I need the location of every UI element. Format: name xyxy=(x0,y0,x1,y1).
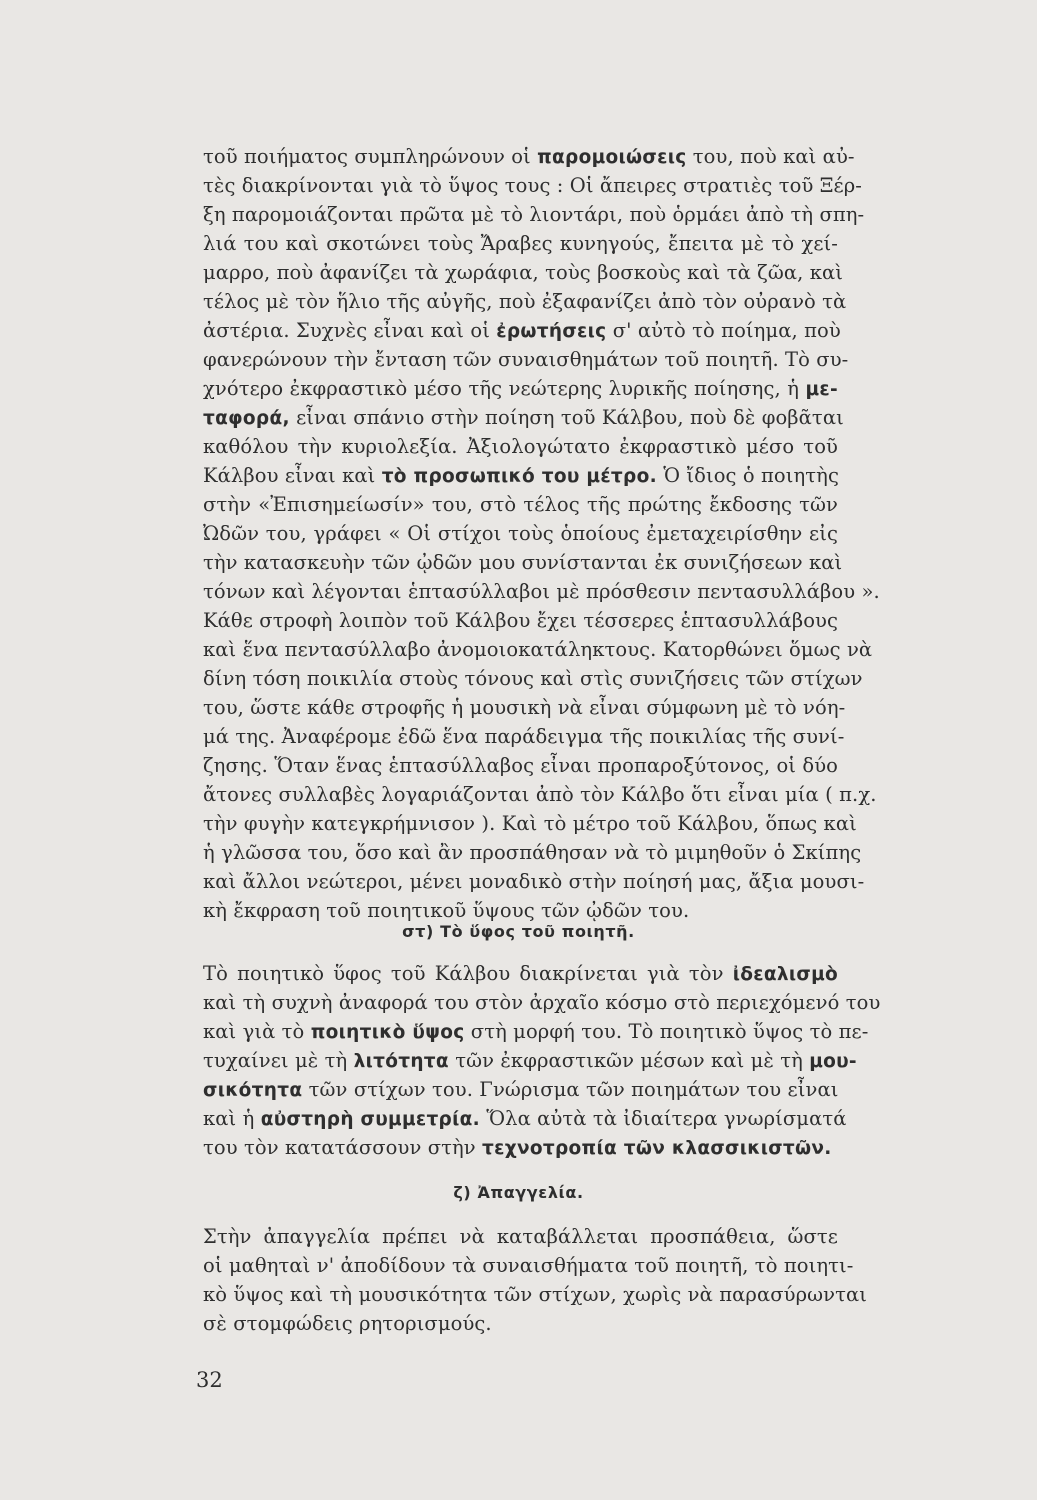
line-text: του τὸν κατατάσσουν στὴν xyxy=(203,1136,483,1159)
emphasized-term: μου- xyxy=(809,1051,857,1072)
emphasized-term: σικότητα xyxy=(203,1080,303,1101)
line-text: Κάλβου εἶναι καὶ xyxy=(203,464,382,487)
text-line xyxy=(203,200,865,229)
line-text: ἄτονες συλλαβὲς λογαριάζονται ἀπὸ τὸν Κάλβο ὅτι εἶναι μία ( π.χ. xyxy=(203,783,877,806)
text-line xyxy=(203,345,849,374)
emphasized-term: με- xyxy=(805,379,838,400)
line-text: ξη παρομοιάζονται πρῶτα μὲ τὸ λιοντάρι, ποὺ ὁρμάει ἀπὸ τὴ σπη- xyxy=(203,203,865,226)
text-line xyxy=(203,316,841,345)
paragraph-poetic-style xyxy=(203,959,881,1162)
line-text: καὶ ἡ xyxy=(203,1107,261,1130)
line-text: ἡ γλῶσσα του, ὅσο καὶ ἂν προσπάθησαν νὰ τὸ μιμηθοῦν ὁ Σκίπης xyxy=(203,841,862,864)
line-text: τοῦ ποιήματος συμπληρώνουν οἱ xyxy=(203,145,538,168)
line-text: τὲς διακρίνονται γιὰ τὸ ὕψος τους : Οἱ ἄπειρες στρατιὲς τοῦ Ξέρ- xyxy=(203,174,862,197)
line-text: ἀστέρια. Συχνὲς εἶναι καὶ οἱ xyxy=(203,319,497,342)
text-line xyxy=(203,287,847,316)
page-number: 32 xyxy=(196,1368,223,1392)
line-text: χνότερο ἐκφραστικὸ μέσο τῆς νεώτερης λυρικῆς ποίησης, ἡ xyxy=(203,377,806,400)
text-line xyxy=(203,374,838,403)
line-text: φανερώνουν τὴν ἔνταση τῶν συναισθημάτων τοῦ ποιητῆ. Τὸ συ- xyxy=(203,348,849,371)
line-text: δίνη τόση ποικιλία στοὺς τόνους καὶ στὶς συνιζήσεις τῶν στίχων xyxy=(203,667,863,690)
line-text: σὲ στομφώδεις ρητορισμούς. xyxy=(203,1312,492,1335)
emphasized-term: ἐρωτήσεις xyxy=(496,321,607,342)
text-line xyxy=(203,171,862,200)
line-text: Τὸ ποιητικὸ ὕφος τοῦ Κάλβου διακρίνεται γιὰ τὸν xyxy=(203,962,733,985)
line-text: καὶ γιὰ τὸ xyxy=(203,1020,311,1043)
line-text: καὶ ἕνα πεντασύλλαβο ἀνομοιοκατάληκτους. Κατορθώνει ὅμως νὰ xyxy=(203,638,873,661)
line-text: τυχαίνει μὲ τὴ xyxy=(203,1049,354,1072)
text-line xyxy=(203,1309,838,1338)
text-line xyxy=(203,1017,869,1046)
section-heading-delivery: ζ) Ἀπαγγελία. xyxy=(453,1183,584,1202)
text-line xyxy=(203,1133,838,1162)
emphasized-term: παρομοιώσεις xyxy=(537,147,687,168)
line-text: μαρρο, ποὺ ἀφανίζει τὰ χωράφια, τοὺς βοσκοὺς καὶ τὰ ζῶα, καὶ xyxy=(203,261,844,284)
text-line xyxy=(203,461,838,490)
line-text: Κάθε στροφὴ λοιπὸν τοῦ Κάλβου ἔχει τέσσερες ἑπτασυλλάβους xyxy=(203,609,839,632)
line-text: τὴν φυγὴν κατεγκρήμνισον ). Καὶ τὸ μέτρο τοῦ Κάλβου, ὅπως καὶ xyxy=(203,812,857,835)
text-line xyxy=(203,1104,847,1133)
text-line xyxy=(203,751,838,780)
line-text: τόνων καὶ λέγονται ἑπτασύλλαβοι μὲ πρόσθεσιν πεντασυλλάβου ». xyxy=(203,580,880,603)
emphasized-term: αὐστηρὴ συμμετρία. xyxy=(260,1109,480,1130)
text-line xyxy=(203,809,857,838)
text-line xyxy=(203,867,865,896)
text-line xyxy=(203,519,838,548)
emphasized-term: λιτότητα xyxy=(353,1051,449,1072)
line-text: στὴν «Ἐπισημείωσίν» του, στὸ τέλος τῆς πρώτης ἔκδοσης τῶν xyxy=(203,493,838,516)
line-text: τῶν στίχων του. Γνώρισμα τῶν ποιημάτων του εἶναι xyxy=(302,1078,839,1101)
line-text: μά της. Ἀναφέρομε ἐδῶ ἕνα παράδειγμα τῆς ποικιλίας τῆς συνί- xyxy=(203,725,845,748)
line-text: λιά του καὶ σκοτώνει τοὺς Ἄραβες κυνηγούς, ἔπειτα μὲ τὸ χεί- xyxy=(203,232,838,255)
text-line xyxy=(203,229,838,258)
emphasized-term: τὸ προσωπικό του μέτρο. xyxy=(381,466,657,487)
emphasized-term: ποιητικὸ ὕψος xyxy=(310,1022,465,1043)
paragraph-delivery xyxy=(203,1222,868,1338)
line-text: Ὠδῶν του, γράφει « Οἱ στίχοι τοὺς ὁποίους ἐμεταχειρίσθην εἰς xyxy=(203,522,838,545)
text-line xyxy=(203,896,838,925)
text-line xyxy=(203,1046,857,1075)
line-text: κὸ ὕψος καὶ τὴ μουσικότητα τῶν στίχων, χωρὶς νὰ παρασύρωνται xyxy=(203,1283,868,1306)
text-line xyxy=(203,722,845,751)
line-text: καὶ τὴ συχνὴ ἀναφορά του στὸν ἀρχαῖο κόσμο στὸ περιεχόμενό του xyxy=(203,991,881,1014)
text-line xyxy=(203,1251,854,1280)
line-text: Ὁ ἴδιος ὁ ποιητὴς xyxy=(656,464,839,487)
line-text: ζησης. Ὅταν ἕνας ἑπτασύλλαβος εἶναι προπαροξύτονος, οἱ δύο xyxy=(203,754,838,777)
text-line xyxy=(203,548,843,577)
text-line xyxy=(203,403,844,432)
text-line xyxy=(203,693,846,722)
line-text: στὴ μορφή του. Τὸ ποιητικὸ ὕψος τὸ πε- xyxy=(464,1020,869,1043)
text-line xyxy=(203,635,873,664)
line-text: Ὅλα αὐτὰ τὰ ἰδιαίτερα γνωρίσματά xyxy=(479,1107,847,1130)
text-line xyxy=(203,959,838,988)
line-text: καὶ ἄλλοι νεώτεροι, μένει μοναδικὸ στὴν ποίησή μας, ἄξια μουσι- xyxy=(203,870,865,893)
text-line xyxy=(203,258,844,287)
line-text: σ' αὐτὸ τὸ ποίημα, ποὺ xyxy=(606,319,841,342)
line-text: κὴ ἔκφραση τοῦ ποιητικοῦ ὕψους τῶν ᾠδῶν του. xyxy=(203,899,690,922)
text-line xyxy=(203,1222,838,1251)
line-text: τέλος μὲ τὸν ἥλιο τῆς αὐγῆς, ποὺ ἐξαφανίζει ἀπὸ τὸν οὐρανὸ τὰ xyxy=(203,290,847,313)
line-text: του, ποὺ καὶ αὐ- xyxy=(686,145,855,168)
text-line xyxy=(203,432,838,461)
line-text: οἱ μαθηταὶ ν' ἀποδίδουν τὰ συναισθήματα τοῦ ποιητῆ, τὸ ποιητι- xyxy=(203,1254,854,1277)
line-text: τῶν ἐκφραστικῶν μέσων καὶ μὲ τὴ xyxy=(448,1049,810,1072)
emphasized-term: τεχνοτροπία τῶν κλασσικιστῶν. xyxy=(482,1138,832,1159)
paragraph-calvos-means xyxy=(203,142,880,925)
text-line xyxy=(203,142,855,171)
line-text: του, ὥστε κάθε στροφῆς ἡ μουσικὴ νὰ εἶναι σύμφωνη μὲ τὸ νόη- xyxy=(203,696,846,719)
text-line xyxy=(203,606,838,635)
text-line xyxy=(203,1075,838,1104)
line-text: Στὴν ἀπαγγελία πρέπει νὰ καταβάλλεται προσπάθεια, ὥστε xyxy=(203,1225,838,1248)
line-text: καθόλου τὴν κυριολεξία. Ἀξιολογώτατο ἐκφραστικὸ μέσο τοῦ xyxy=(203,435,838,458)
text-line xyxy=(203,490,838,519)
section-heading-style: στ) Τὸ ὕφος τοῦ ποιητῆ. xyxy=(402,922,635,941)
line-text: εἶναι σπάνιο στὴν ποίηση τοῦ Κάλβου, ποὺ δὲ φοβᾶται xyxy=(289,406,844,429)
text-line xyxy=(203,780,877,809)
text-line xyxy=(203,838,862,867)
emphasized-term: ἰδεαλισμὸ xyxy=(732,964,838,985)
emphasized-term: ταφορά, xyxy=(203,408,290,429)
text-line xyxy=(203,664,863,693)
line-text: τὴν κατασκευὴν τῶν ᾠδῶν μου συνίστανται ἐκ συνιζήσεων καὶ xyxy=(203,551,843,574)
text-line xyxy=(203,577,880,606)
text-line xyxy=(203,988,881,1017)
text-line xyxy=(203,1280,868,1309)
